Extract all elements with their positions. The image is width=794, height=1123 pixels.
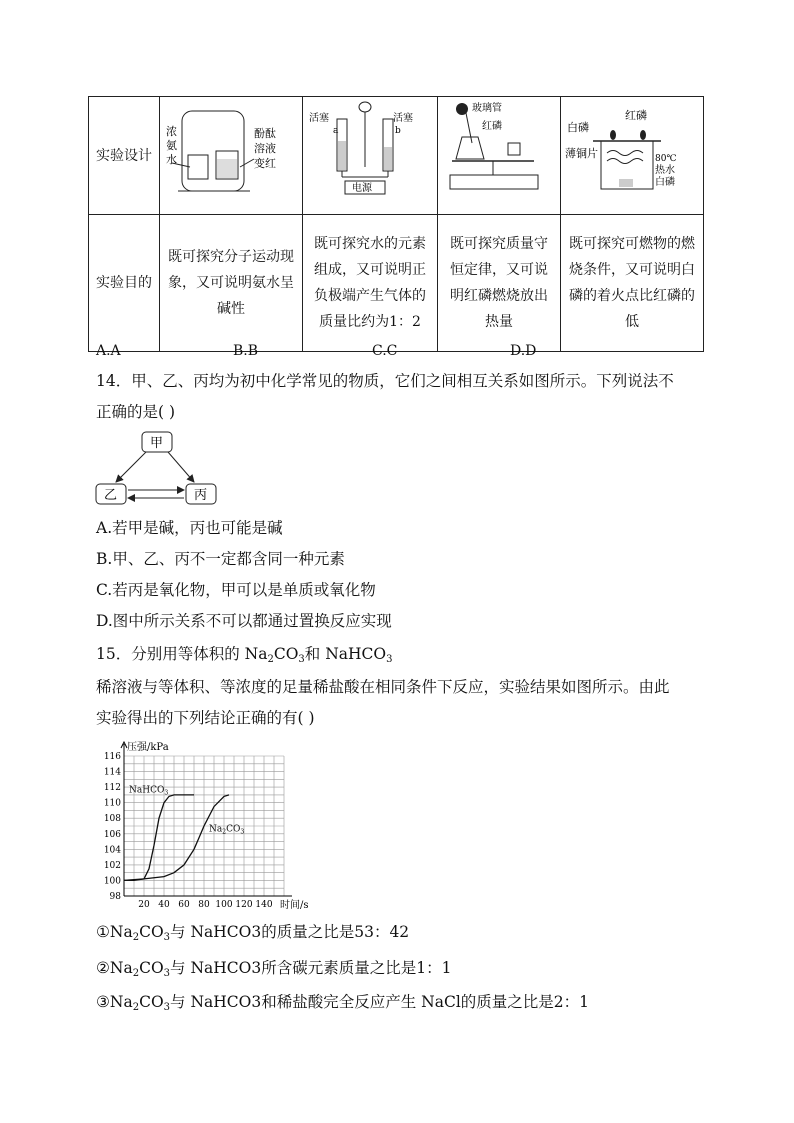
y-tick-label: 114 [103,767,121,778]
svg-text:白磷: 白磷 [655,177,675,188]
svg-text:活塞: 活塞 [393,113,413,124]
node-right-label: 丙 [194,488,208,503]
q13-option-b[interactable]: B.B [233,343,259,359]
y-tick-label: 112 [103,783,121,794]
svg-text:浓: 浓 [166,125,177,138]
y-tick-label: 108 [103,814,121,825]
purpose-label: 实验目的 [89,215,160,352]
node-left-label: 乙 [104,488,118,503]
arrow-top-left [116,452,146,482]
series-label-nahco3: NaHCO$_3$ [129,785,169,797]
svg-text:活塞: 活塞 [309,113,329,124]
pressure-time-chart [94,738,309,911]
svg-text:水: 水 [166,153,177,166]
svg-text:薄铜片: 薄铜片 [565,147,598,160]
purpose-c: 既可探究质量守恒定律，又可说明红磷燃烧放出热量 [438,215,561,352]
q13-option-a[interactable]: A.A [96,343,121,359]
design-label: 实验设计 [89,97,160,215]
purpose-row [89,215,704,352]
experiment-table [88,96,704,352]
formula-na2co3: $Na_2CO_3$ [244,645,305,665]
y-tick-label: 106 [103,829,121,840]
svg-text:红磷: 红磷 [482,121,502,132]
svg-text:电源: 电源 [352,183,372,194]
series-line-na2co3 [124,795,229,881]
q14-option-c[interactable]: C.若丙是氧化物，甲可以是单质或氧化物 [96,581,376,599]
node-top-label: 甲 [150,436,164,451]
x-tick-label: 20 [138,900,150,910]
svg-text:酚酞: 酚酞 [254,127,276,140]
x-axis-label: 时间/s [280,900,309,911]
x-tick-label: 140 [255,900,273,910]
series-label-na2co3: $Na_2CO_3$ [209,824,245,836]
q14-stem-line1: 14．甲、乙、丙均为初中化学常见的物质，它们之间相互关系如图所示。下列说法不 [96,372,674,390]
q14-option-d[interactable]: D.图中所示关系不可以都通过置换反应实现 [96,612,392,630]
y-axis-label: 压强/kPa [127,742,169,753]
y-tick-label: 110 [103,798,121,809]
y-tick-label: 116 [103,752,121,762]
q15-stem-line2: 稀溶液与等体积、等浓度的足量稀盐酸在相同条件下反应，实验结果如图所示。由此 [96,678,670,696]
x-tick-label: 40 [158,900,170,910]
q14-option-b[interactable]: B.甲、乙、丙不一定都含同一种元素 [96,550,345,568]
series-line-nahco3 [124,795,194,881]
ammonia-diffusion-figure [160,97,290,205]
q15-item-2[interactable]: $②Na_2CO_3$与 NaHCO3所含碳元素质量之比是1：1 [96,959,452,979]
x-tick-label: 60 [178,900,190,910]
balance-figure [438,97,548,205]
svg-text:红磷: 红磷 [625,109,647,122]
q15-stem-line3: 实验得出的下列结论正确的有( ) [96,709,315,727]
y-tick-label: 98 [109,892,121,902]
svg-text:氨: 氨 [166,139,177,152]
design-row [89,97,704,215]
q14-option-a[interactable]: A.若甲是碱，丙也可能是碱 [96,519,283,537]
q13-option-c[interactable]: C.C [372,343,398,359]
q14-stem-line2: 正确的是( ) [96,403,176,421]
q14-relation-diagram [92,428,222,510]
y-tick-label: 102 [103,860,121,871]
svg-text:热水: 热水 [655,165,675,176]
q15-stem-line1: 15．分别用等体积的 $Na_2CO_3$和 NaHCO$_3$ [96,645,393,665]
figure-d [561,97,704,215]
formula-nahco3: NaHCO$_3$ [325,645,393,665]
svg-text:b: b [395,126,401,136]
x-tick-label: 100 [215,900,233,910]
purpose-a: 既可探究分子运动现象，又可说明氨水呈碱性 [160,215,303,352]
arrow-top-right [168,452,194,482]
q13-option-d[interactable]: D.D [510,343,537,359]
x-tick-label: 80 [198,900,210,910]
figure-b [303,97,438,215]
purpose-d: 既可探究可燃物的燃烧条件，又可说明白磷的着火点比红磷的低 [561,215,704,352]
q15-item-1[interactable]: $①Na_2CO_3$与 NaHCO3的质量之比是53：42 [96,923,410,943]
svg-text:80℃: 80℃ [655,154,677,164]
svg-text:变红: 变红 [254,157,276,170]
x-tick-label: 120 [235,900,253,910]
y-tick-label: 100 [103,876,121,887]
figure-a [160,97,303,215]
svg-text:溶液: 溶液 [254,142,276,155]
combustion-figure [561,97,691,205]
svg-text:玻璃管: 玻璃管 [472,103,502,114]
svg-text:a: a [333,126,339,136]
svg-text:白磷: 白磷 [567,121,589,134]
q15-item-3[interactable]: $③Na_2CO_3$与 NaHCO3和稀盐酸完全反应产生 NaCl的质量之比是2：1 [96,993,589,1013]
electrolysis-figure [303,97,425,205]
y-tick-label: 104 [103,845,121,856]
purpose-b: 既可探究水的元素组成，又可说明正负极端产生气体的质量比约为1：2 [303,215,438,352]
figure-c [438,97,561,215]
